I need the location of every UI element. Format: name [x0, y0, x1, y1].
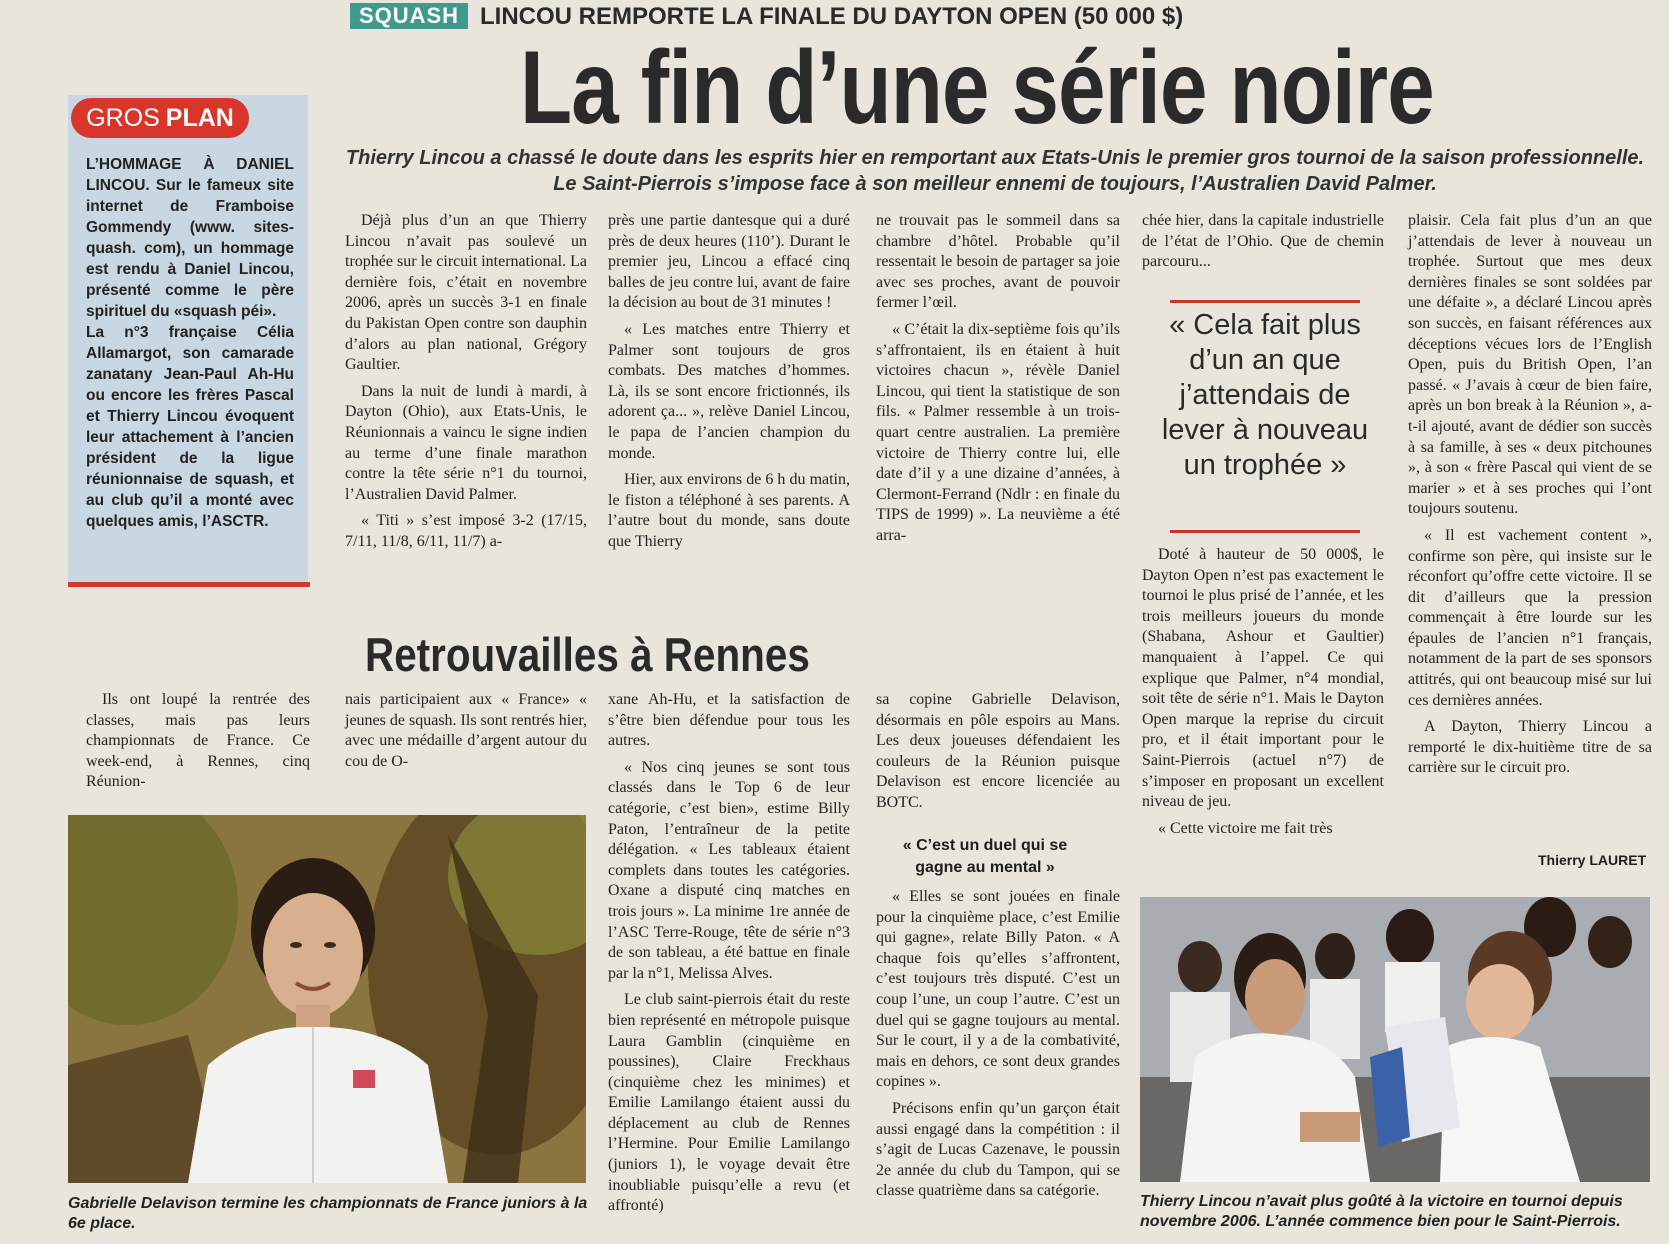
article-paragraph: xane Ah-Hu, et la satisfaction de s’être bien défendue pour tous les autres.: [608, 691, 850, 750]
article-author: Thierry LAURET: [1538, 852, 1647, 868]
article-paragraph: Hier, aux environs de 6 h du matin, le fiston a téléphoné à ses parents. A l’autre bout du monde, sans doute que Thierry: [608, 471, 850, 550]
standfirst-line-2: Le Saint-Pierrois s’impose face à son meilleur ennemi de toujours, l’Australien David Palmer.: [553, 173, 1437, 195]
kicker-headline: LINCOU REMPORTE LA FINALE DU DAYTON OPEN (50 000 $): [480, 3, 1184, 30]
pull-quote-rule-bottom: [1170, 530, 1360, 533]
photo-left-drawing: [68, 815, 586, 1183]
sidebar-lead: L’HOMMAGE À DANIEL LINCOU.: [86, 156, 294, 194]
article-paragraph: « Il est vachement content », confirme son père, qui insiste sur le réconfort qu’offre cette victoire. Il se dit d’ailleurs que la pression commençait à être lourde sur les épaules de l’ancien n°1 français, notamment de la part de ses sponsors attitrés, qui ont beaucoup misé sur lui ces dernières années.: [1408, 526, 1652, 709]
second-article-column-3: [608, 690, 850, 1223]
sidebar-body: [86, 154, 294, 532]
second-article-column-1: [86, 690, 310, 799]
gros-plan-badge: [71, 98, 249, 138]
article-paragraph: « Elles se sont jouées en finale pour la cinquième place, c’est Emilie qui gagne», relate Billy Paton. « A chaque fois qu’elles s’affrontent, c’est toujours très disputé. C’est un coup l’une, un coup l’autre. C’est un duel qui se gagne toujours au mental. Sur le court, il y a de la combativité, mais en dehors, ce sont deux grandes copines ».: [876, 888, 1120, 1091]
article-paragraph: Dans la nuit de lundi à mardi, à Dayton (Ohio), aux Etats-Unis, le Réunionnais a vaincu le signe indien au terme d’une finale marathon contre la tête série n°1 du tournoi, l’Australien David Palmer.: [345, 382, 587, 503]
photo-caption-right: Thierry Lincou n’avait plus goûté à la victoire en tournoi depuis novembre 2006. L’année commence bien pour le Saint-Pierrois.: [1140, 1193, 1623, 1230]
article-paragraph: chée hier, dans la capitale industrielle de l’état de l’Ohio. Que de chemin parcouru...: [1142, 212, 1384, 271]
photo-caption-left: Gabrielle Delavison termine les championnats de France juniors à la 6e place.: [68, 1195, 588, 1232]
intertitle: « C’est un duel qui se gagne au mental »: [902, 837, 1068, 876]
sidebar-paragraph-2: La n°3 française Célia Allamargot, son camarade zanatany Jean-Paul Ah-Hu ou encore les frères Pascal et Thierry Lincou évoquent leur attachement à l’ancien président de la ligue réunionnaise de squash, et au club qu’il a monté avec quelques amis, l’ASCTR.: [86, 324, 294, 530]
gros-plan-badge-light: GROS: [86, 103, 160, 132]
main-headline: La fin d’une série noire: [520, 30, 1434, 146]
article-paragraph: Doté à hauteur de 50 000$, le Dayton Open n’est pas exactement le tournoi le plus prisé de l’année, et les trois meilleurs joueurs du monde (Shabana, Ashour et Gaultier) manquaient à l’appel. Ce qui explique que Palmer, n°4 mondial, soit tête de série n°1. Mais le Dayton Open marque la reprise du circuit pro, et il était important pour le Saint-Pierrois (actuel n°7) de s’imposer en proposant un excellent niveau de jeu.: [1142, 546, 1384, 811]
article-paragraph: Le club saint-pierrois était du reste bien représenté en métropole puisque Laura Gamblin (cinquième en poussines), Claire Freckhaus (cinquième chez les minimes) et Emilie Lamilango étaient aussi du déplacement au club de Rennes l’Hermine. Pour Emilie Lamilango (juniors 1), le voyage devait être inoubliable puisqu’elle a revu (et affronté): [608, 991, 850, 1215]
second-article-column-2: [345, 690, 587, 778]
article-paragraph: Précisons enfin qu’un garçon était aussi engagé dans la compétition : il s’agit de Lucas Cazenave, le poussin 2e année du club du Tampon, qui se classe quatrième dans sa catégorie.: [876, 1099, 1120, 1200]
article-paragraph: Déjà plus d’un an que Thierry Lincou n’avait pas soulevé un trophée sur le circuit international. La dernière fois, c’était en novembre 2006, après un succès 3-1 en finale du Pakistan Open contre son dauphin d’alors au plan national, Grégory Gaultier.: [345, 212, 587, 374]
article-paragraph: plaisir. Cela fait plus d’un an que j’attendais de lever à nouveau un trophée. Surtout que mes deux dernières finales se sont soldées par une défaite », a déclaré Lincou après son succès, en faisant références aux déceptions vécues lors de l’English Open, puis du British Open, l’an passé. « J’avais à cœur de bien faire, après un bon break à la Réunion », a-t-il ajouté, avant de dédier son succès à sa famille, à ses « deux pitchounes », à son « frère Pascal qui vient de se marier » et à ses proches qui l’ont toujours soutenu.: [1408, 212, 1652, 518]
section-tag: SQUASH: [350, 3, 468, 29]
article-paragraph: près une partie dantesque qui a duré près de deux heures (110’). Durant le premier jeu, Lincou a effacé cinq balles de jeu contre lui, avant de faire la décision au bout de 31 minutes !: [608, 212, 850, 312]
article-column-5: [1408, 211, 1652, 785]
gros-plan-badge-bold: PLAN: [165, 103, 234, 132]
article-paragraph: « Les matches entre Thierry et Palmer sont toujours de gros combats. Des matches d’hommes. Là, ils se sont encore frictionnés, ils adorent ça... », relève Daniel Lincou, le papa de l’ancien champion du monde.: [608, 320, 850, 462]
article-column-3: [876, 211, 1120, 553]
article-paragraph: sa copine Gabrielle Delavison, désormais en pôle espoirs au Mans. Les deux joueuses défendaient les couleurs de la Réunion puisque Delavison est encore licenciée au BOTC.: [876, 691, 1120, 811]
second-article-column-4b: [876, 887, 1120, 1208]
pull-quote-rule-top: [1170, 300, 1360, 303]
standfirst: [345, 145, 1645, 197]
article-paragraph: A Dayton, Thierry Lincou a remporté le dix-huitième titre de sa carrière sur le circuit pro.: [1408, 718, 1652, 777]
article-paragraph: « Titi » s’est imposé 3-2 (17/15, 7/11, 11/8, 6/11, 11/7) a-: [345, 512, 587, 550]
photo-thierry-lincou: [1140, 897, 1650, 1182]
sidebar-paragraph-1: Sur le fameux site internet de Framboise Gommendy (www. sites-quash. com), un hommage est rendu à Daniel Lincou, présenté comme le père spirituel du «squash péi».: [86, 177, 294, 320]
article-column-1: [345, 211, 587, 559]
article-paragraph: « C’était la dix-septième fois qu’ils s’affrontaient, ils en étaient à huit victoires chacun », révèle Daniel Lincou, qui tient la statistique de son fils. « Palmer ressemble à un trois-quart centre australien. La première victoire de Thierry contre lui, elle date d’il y a une dizaine d’années, à Clermont-Ferrand (Ndlr : en finale du TIPS de 1999) ». La neuvième a été arra-: [876, 320, 1120, 544]
article-paragraph: « Cette victoire me fait très: [1158, 819, 1333, 837]
article-column-2: [608, 211, 850, 559]
secondary-headline: Retrouvailles à Rennes: [365, 628, 810, 681]
article-paragraph: ne trouvait pas le sommeil dans sa chambre d’hôtel. Probable qu’il ressentait le besoin de partager sa joie avec ses proches, avant de pouvoir fermer l’œil.: [876, 212, 1120, 312]
sidebar-rule: [68, 582, 310, 587]
photo-gabrielle-delavison: [68, 815, 586, 1183]
article-column-4: [1142, 545, 1384, 845]
second-article-column-4: [876, 690, 1120, 820]
article-paragraph: Ils ont loupé la rentrée des classes, mais pas leurs championnats de France. Ce week-end, à Rennes, cinq Réunion-: [86, 691, 310, 791]
article-paragraph: « Nos cinq jeunes se sont tous classés dans le Top 6 de leur catégorie, c’est bien», estime Billy Paton, l’entraîneur de la petite délégation. « Les tableaux étaient complets dans toutes les catégories. Oxane a disputé cinq matches en trois jours ». La minime 1re année de l’ASC Terre-Rouge, tête de série n°3 de son tableau, a été battue en finale par la n°1, Melissa Alves.: [608, 758, 850, 982]
article-paragraph: nais participaient aux « France» « jeunes de squash. Ils sont rentrés hier, avec une médaille d’argent autour du cou de O-: [345, 691, 587, 770]
article-column-4-top: [1142, 211, 1384, 279]
photo-right-drawing: [1140, 897, 1650, 1182]
pull-quote: « Cela fait plus d’un an que j’attendais de lever à nouveau un trophée »: [1161, 309, 1369, 481]
adjacent-page-text-left: [120, 20, 123, 34]
standfirst-line-1: Thierry Lincou a chassé le doute dans les esprits hier en remportant aux Etats-Unis le premier gros tournoi de la saison professionnelle.: [345, 147, 1645, 169]
